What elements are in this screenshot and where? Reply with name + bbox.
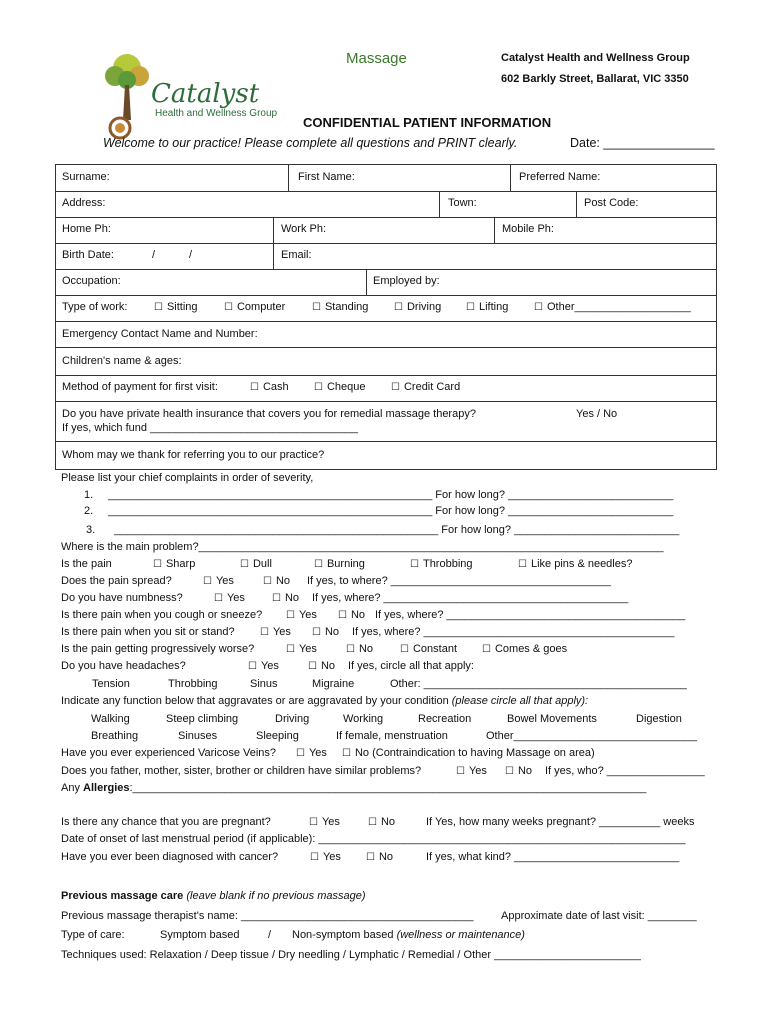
function-option[interactable]: Working <box>343 713 384 725</box>
referral-field[interactable]: Whom may we thank for referring you to our practice? <box>62 449 325 461</box>
spread-yes-checkbox[interactable]: ☐ Yes <box>203 575 234 587</box>
function-option[interactable]: Bowel Movements <box>507 713 597 725</box>
row-address <box>56 191 716 218</box>
row-phones <box>56 217 716 244</box>
cough-yes-checkbox[interactable]: ☐ Yes <box>286 609 317 621</box>
pregnant-no-checkbox[interactable]: ☐ No <box>368 816 395 828</box>
headache-circle-label: If yes, circle all that apply: <box>348 660 474 672</box>
row-emergency <box>56 321 716 348</box>
function-option[interactable]: Sleeping <box>256 730 299 742</box>
varicose-question: Have you ever experienced Varicose Veins? <box>61 747 277 759</box>
pain-sharp-checkbox[interactable]: ☐ Sharp <box>153 558 195 570</box>
sit-stand-yes-checkbox[interactable]: ☐ Yes <box>260 626 291 638</box>
function-option[interactable]: Walking <box>91 713 130 725</box>
complaint-number: 1. <box>84 489 94 501</box>
cancer-kind-field[interactable]: If yes, what kind? ___________________________ <box>426 851 680 863</box>
allergies-field[interactable] <box>61 782 646 794</box>
row-birth-email <box>56 243 716 270</box>
row-referral <box>56 441 716 469</box>
complaint-number: 2. <box>84 505 94 517</box>
varicose-yes-checkbox[interactable]: ☐ Yes <box>296 747 327 759</box>
main-problem-field[interactable]: Where is the main problem?____________________________________________________________________________ <box>61 541 664 553</box>
non-symptom-note: (wellness or maintenance) <box>396 929 525 941</box>
headache-option[interactable]: Tension <box>92 678 130 690</box>
org-name: Catalyst Health and Wellness Group <box>501 52 690 64</box>
type-of-care-label: Type of care: <box>61 929 125 941</box>
work-sitting-checkbox[interactable]: ☐ Sitting <box>154 301 198 313</box>
payment-credit-card-checkbox[interactable]: ☐ Credit Card <box>391 381 460 393</box>
work-standing-checkbox[interactable]: ☐ Standing <box>312 301 368 313</box>
insurance-question: Do you have private health insurance that covers you for remedial massage therapy? <box>62 408 476 420</box>
work-driving-checkbox[interactable]: ☐ Driving <box>394 301 441 313</box>
cancer-yes-checkbox[interactable]: ☐ Yes <box>310 851 341 863</box>
progressive-yes-checkbox[interactable]: ☐ Yes <box>286 643 317 655</box>
row-insurance <box>56 401 716 442</box>
progressive-comes-goes-checkbox[interactable]: ☐ Comes & goes <box>482 643 567 655</box>
complaint-1-field[interactable]: _____________________________________________________ For how long? ___________________________ <box>108 489 674 501</box>
logo-subtext: Health and Wellness Group <box>155 108 278 119</box>
form-title: CONFIDENTIAL PATIENT INFORMATION <box>303 115 552 130</box>
progressive-constant-checkbox[interactable]: ☐ Constant <box>400 643 457 655</box>
numbness-where-field[interactable]: If yes, where? ________________________________________ <box>312 592 629 604</box>
row-children <box>56 347 716 376</box>
pain-throbbing-checkbox[interactable]: ☐ Throbbing <box>410 558 473 570</box>
numbness-yes-checkbox[interactable]: ☐ Yes <box>214 592 245 604</box>
sit-stand-no-checkbox[interactable]: ☐ No <box>312 626 339 638</box>
first-name-field[interactable]: First Name: <box>298 171 355 183</box>
symptom-based-option[interactable]: Symptom based <box>160 929 240 941</box>
row-payment <box>56 375 716 402</box>
catalyst-logo <box>85 50 285 150</box>
pain-dull-checkbox[interactable]: ☐ Dull <box>240 558 272 570</box>
care-separator: / <box>268 929 272 941</box>
last-visit-field[interactable]: Approximate date of last visit: ________ <box>501 910 697 922</box>
non-symptom-label: Non-symptom based <box>292 929 394 941</box>
function-option[interactable]: Digestion <box>636 713 682 725</box>
function-intro-text: Indicate any function below that aggravates or are aggravated by your condition <box>61 695 449 707</box>
techniques-field[interactable]: Techniques used: Relaxation / Deep tissue / Dry needling / Lymphatic / Remedial / Other ________________________ <box>61 949 641 961</box>
cough-where-field[interactable]: If yes, where? _______________________________________ <box>375 609 686 621</box>
row-type-of-work <box>56 295 716 322</box>
complaint-number: 3. <box>86 524 96 536</box>
payment-cheque-checkbox[interactable]: ☐ Cheque <box>314 381 366 393</box>
allergies-label: Allergies <box>83 782 130 794</box>
headache-option[interactable]: Throbbing <box>168 678 218 690</box>
org-address: 602 Barkly Street, Ballarat, VIC 3350 <box>501 73 689 85</box>
type-of-work-label: Type of work: <box>62 301 128 313</box>
function-option[interactable]: Steep climbing <box>166 713 239 725</box>
surname-field[interactable]: Surname: <box>62 171 110 183</box>
function-option[interactable]: Breathing <box>91 730 139 742</box>
insurance-yes-no[interactable]: Yes / No <box>576 408 618 420</box>
varicose-no-checkbox[interactable]: ☐ No (Contraindication to having Massage on area) <box>342 747 595 759</box>
function-other-field[interactable]: Other______________________________ <box>486 730 698 742</box>
work-other-checkbox[interactable]: ☐ Other___________________ <box>534 301 691 313</box>
pregnant-question: Is there any chance that you are pregnant? <box>61 816 271 828</box>
employed-by-field[interactable]: Employed by: <box>373 275 440 287</box>
tree-icon <box>105 54 149 138</box>
spread-where-field[interactable]: If yes, to where? ____________________________________ <box>307 575 611 587</box>
work-lifting-checkbox[interactable]: ☐ Lifting <box>466 301 508 313</box>
pregnant-weeks-field[interactable]: If Yes, how many weeks pregnant? __________ weeks <box>426 816 695 828</box>
function-option[interactable]: Sinuses <box>178 730 218 742</box>
headache-yes-checkbox[interactable]: ☐ Yes <box>248 660 279 672</box>
welcome-text: Welcome to our practice! Please complete all questions and PRINT clearly. <box>103 136 518 150</box>
family-who-field[interactable]: If yes, who? ________________ <box>545 765 705 777</box>
massage-heading: Massage <box>346 50 407 67</box>
email-field[interactable]: Email: <box>281 249 312 261</box>
family-yes-checkbox[interactable]: ☐ Yes <box>456 765 487 777</box>
cough-no-checkbox[interactable]: ☐ No <box>338 609 365 621</box>
mobile-phone-field[interactable]: Mobile Ph: <box>502 223 554 235</box>
address-field[interactable]: Address: <box>62 197 106 209</box>
previous-care-note: (leave blank if no previous massage) <box>186 890 366 902</box>
allergies-prefix: Any <box>61 782 84 794</box>
work-phone-field[interactable]: Work Ph: <box>281 223 327 235</box>
headache-option[interactable]: Migraine <box>312 678 355 690</box>
birth-date-slash: / <box>189 249 193 261</box>
logo-text: Catalyst <box>151 79 260 109</box>
previous-care-title: Previous massage care <box>61 890 184 902</box>
progressive-no-checkbox[interactable]: ☐ No <box>346 643 373 655</box>
previous-therapist-field[interactable]: Previous massage therapist's name: ______________________________________ <box>61 910 474 922</box>
function-option[interactable]: Recreation <box>418 713 472 725</box>
birth-date-slash: / <box>152 249 156 261</box>
pain-pins-needles-checkbox[interactable]: ☐ Like pins & needles? <box>518 558 632 570</box>
spread-question: Does the pain spread? <box>61 575 172 587</box>
menstrual-field[interactable]: Date of onset of last menstrual period (if applicable): ____________________________________________________________ <box>61 833 686 845</box>
numbness-no-checkbox[interactable]: ☐ No <box>272 592 299 604</box>
function-intro-italic: (please circle all that apply): <box>451 695 589 707</box>
home-phone-field[interactable]: Home Ph: <box>62 223 111 235</box>
preferred-name-field[interactable]: Preferred Name: <box>519 171 601 183</box>
insurance-fund-field[interactable]: If yes, which fund __________________________________ <box>62 422 359 434</box>
headache-no-checkbox[interactable]: ☐ No <box>308 660 335 672</box>
payment-label: Method of payment for first visit: <box>62 381 218 393</box>
complaint-2-field[interactable]: _____________________________________________________ For how long? ___________________________ <box>108 505 674 517</box>
pregnant-yes-checkbox[interactable]: ☐ Yes <box>309 816 340 828</box>
row-names <box>56 165 716 192</box>
cancer-no-checkbox[interactable]: ☐ No <box>366 851 393 863</box>
function-option[interactable]: Driving <box>275 713 310 725</box>
family-question: Does you father, mother, sister, brother or children have similar problems? <box>61 765 422 777</box>
family-no-checkbox[interactable]: ☐ No <box>505 765 532 777</box>
headache-other-field[interactable]: Other: ___________________________________________ <box>390 678 687 690</box>
complaint-3-field[interactable]: _____________________________________________________ For how long? ___________________________ <box>114 524 680 536</box>
emergency-contact-field[interactable]: Emergency Contact Name and Number: <box>62 328 258 340</box>
birth-date-field[interactable]: Birth Date: <box>62 249 114 261</box>
progressive-question: Is the pain getting progressively worse? <box>61 643 255 655</box>
sit-stand-question: Is there pain when you sit or stand? <box>61 626 235 638</box>
children-field[interactable]: Children's name & ages: <box>62 355 182 367</box>
previous-care-heading <box>61 890 366 902</box>
occupation-field[interactable]: Occupation: <box>62 275 121 287</box>
post-code-field[interactable]: Post Code: <box>584 197 639 209</box>
headache-question: Do you have headaches? <box>61 660 186 672</box>
spread-no-checkbox[interactable]: ☐ No <box>263 575 290 587</box>
headache-option[interactable]: Sinus <box>250 678 278 690</box>
work-computer-checkbox[interactable]: ☐ Computer <box>224 301 285 313</box>
town-field[interactable]: Town: <box>448 197 477 209</box>
function-intro <box>61 695 588 707</box>
function-option[interactable]: If female, menstruation <box>336 730 448 742</box>
allergies-line: :____________________________________________________________________________________ <box>129 782 647 794</box>
pain-type-label: Is the pain <box>61 558 112 570</box>
complaints-intro: Please list your chief complaints in order of severity, <box>61 472 314 484</box>
row-occupation <box>56 269 716 296</box>
non-symptom-based-option[interactable] <box>292 929 525 941</box>
patient-details-table <box>55 164 717 470</box>
payment-cash-checkbox[interactable]: ☐ Cash <box>250 381 289 393</box>
cough-question: Is there pain when you cough or sneeze? <box>61 609 263 621</box>
cancer-question: Have you ever been diagnosed with cancer? <box>61 851 279 863</box>
sit-stand-where-field[interactable]: If yes, where? _________________________________________ <box>352 626 675 638</box>
numbness-question: Do you have numbness? <box>61 592 183 604</box>
date-field[interactable]: Date: ________________ <box>570 136 715 150</box>
pain-burning-checkbox[interactable]: ☐ Burning <box>314 558 365 570</box>
